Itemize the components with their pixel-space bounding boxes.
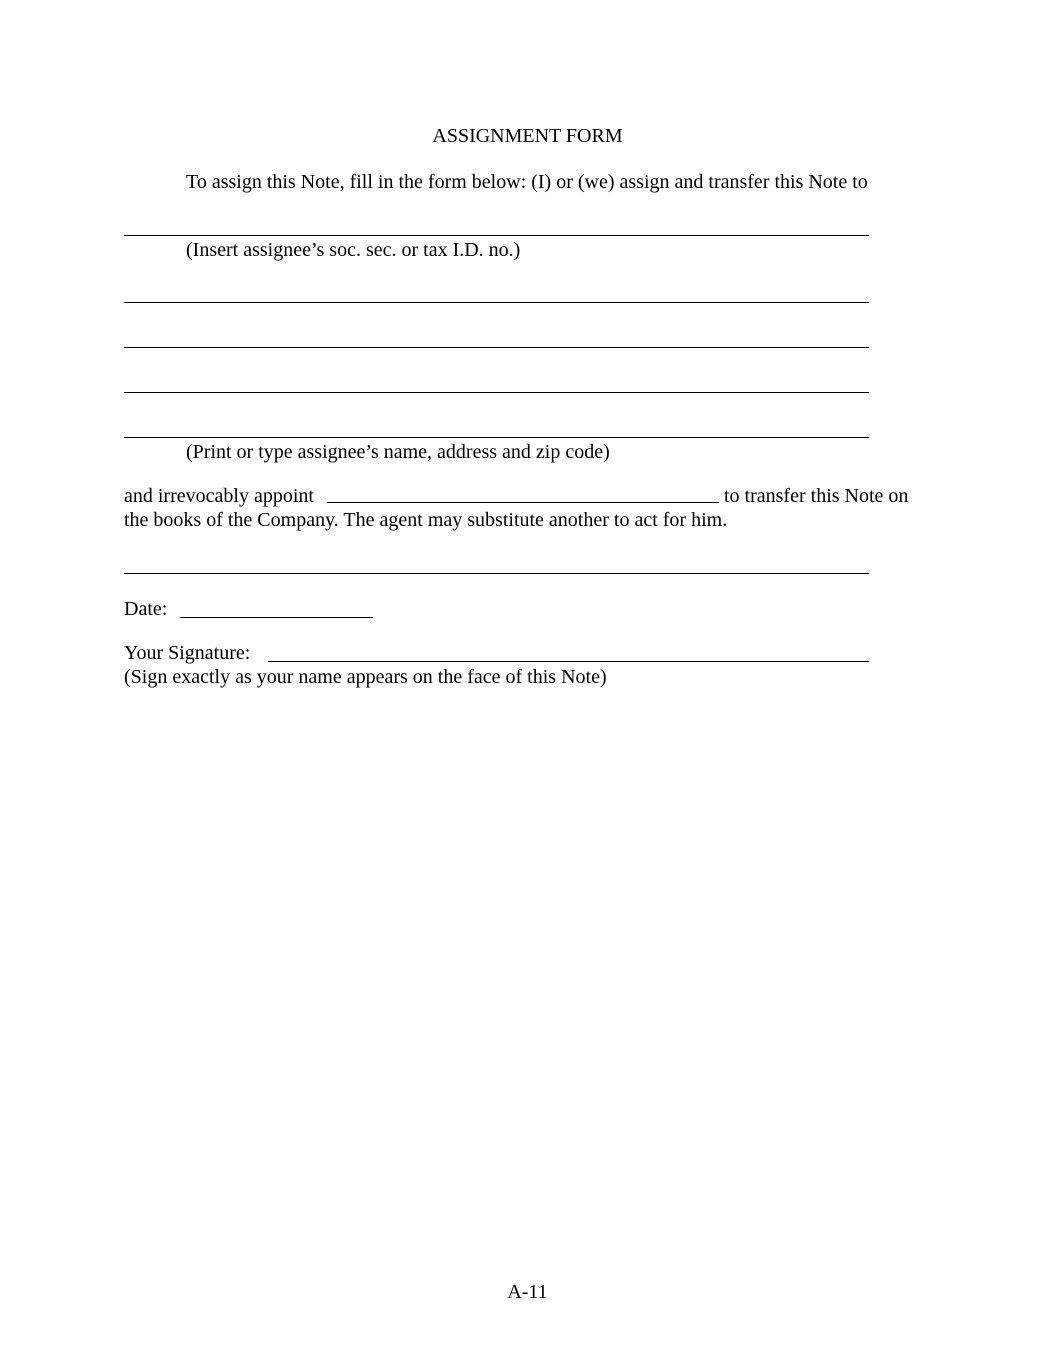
assignee-id-line[interactable] <box>124 235 869 236</box>
appoint-suffix: to transfer this Note on <box>724 485 909 507</box>
assignee-id-caption: (Insert assignee’s soc. sec. or tax I.D. no.) <box>186 239 521 261</box>
form-title: ASSIGNMENT FORM <box>432 125 623 147</box>
assignee-address-line-3[interactable] <box>124 392 869 393</box>
assignee-address-line-2[interactable] <box>124 347 869 348</box>
assignee-address-line-1[interactable] <box>124 302 869 303</box>
appoint-prefix: and irrevocably appoint <box>124 485 314 507</box>
signature-label: Your Signature: <box>124 642 251 664</box>
assignee-address-caption: (Print or type assignee’s name, address and zip code) <box>186 441 610 463</box>
agent-name-line[interactable] <box>327 502 719 503</box>
signature-caption: (Sign exactly as your name appears on the face of this Note) <box>124 666 607 688</box>
signature-field-line[interactable] <box>268 661 869 662</box>
date-field-line[interactable] <box>180 617 373 618</box>
intro-text: To assign this Note, fill in the form below: (I) or (we) assign and transfer this Note to <box>186 171 868 193</box>
page-number: A-11 <box>507 1281 548 1303</box>
appoint-line-2: the books of the Company. The agent may substitute another to act for him. <box>124 509 728 531</box>
date-label: Date: <box>124 598 168 620</box>
assignee-address-line-4[interactable] <box>124 437 869 438</box>
separator-line[interactable] <box>124 573 869 574</box>
